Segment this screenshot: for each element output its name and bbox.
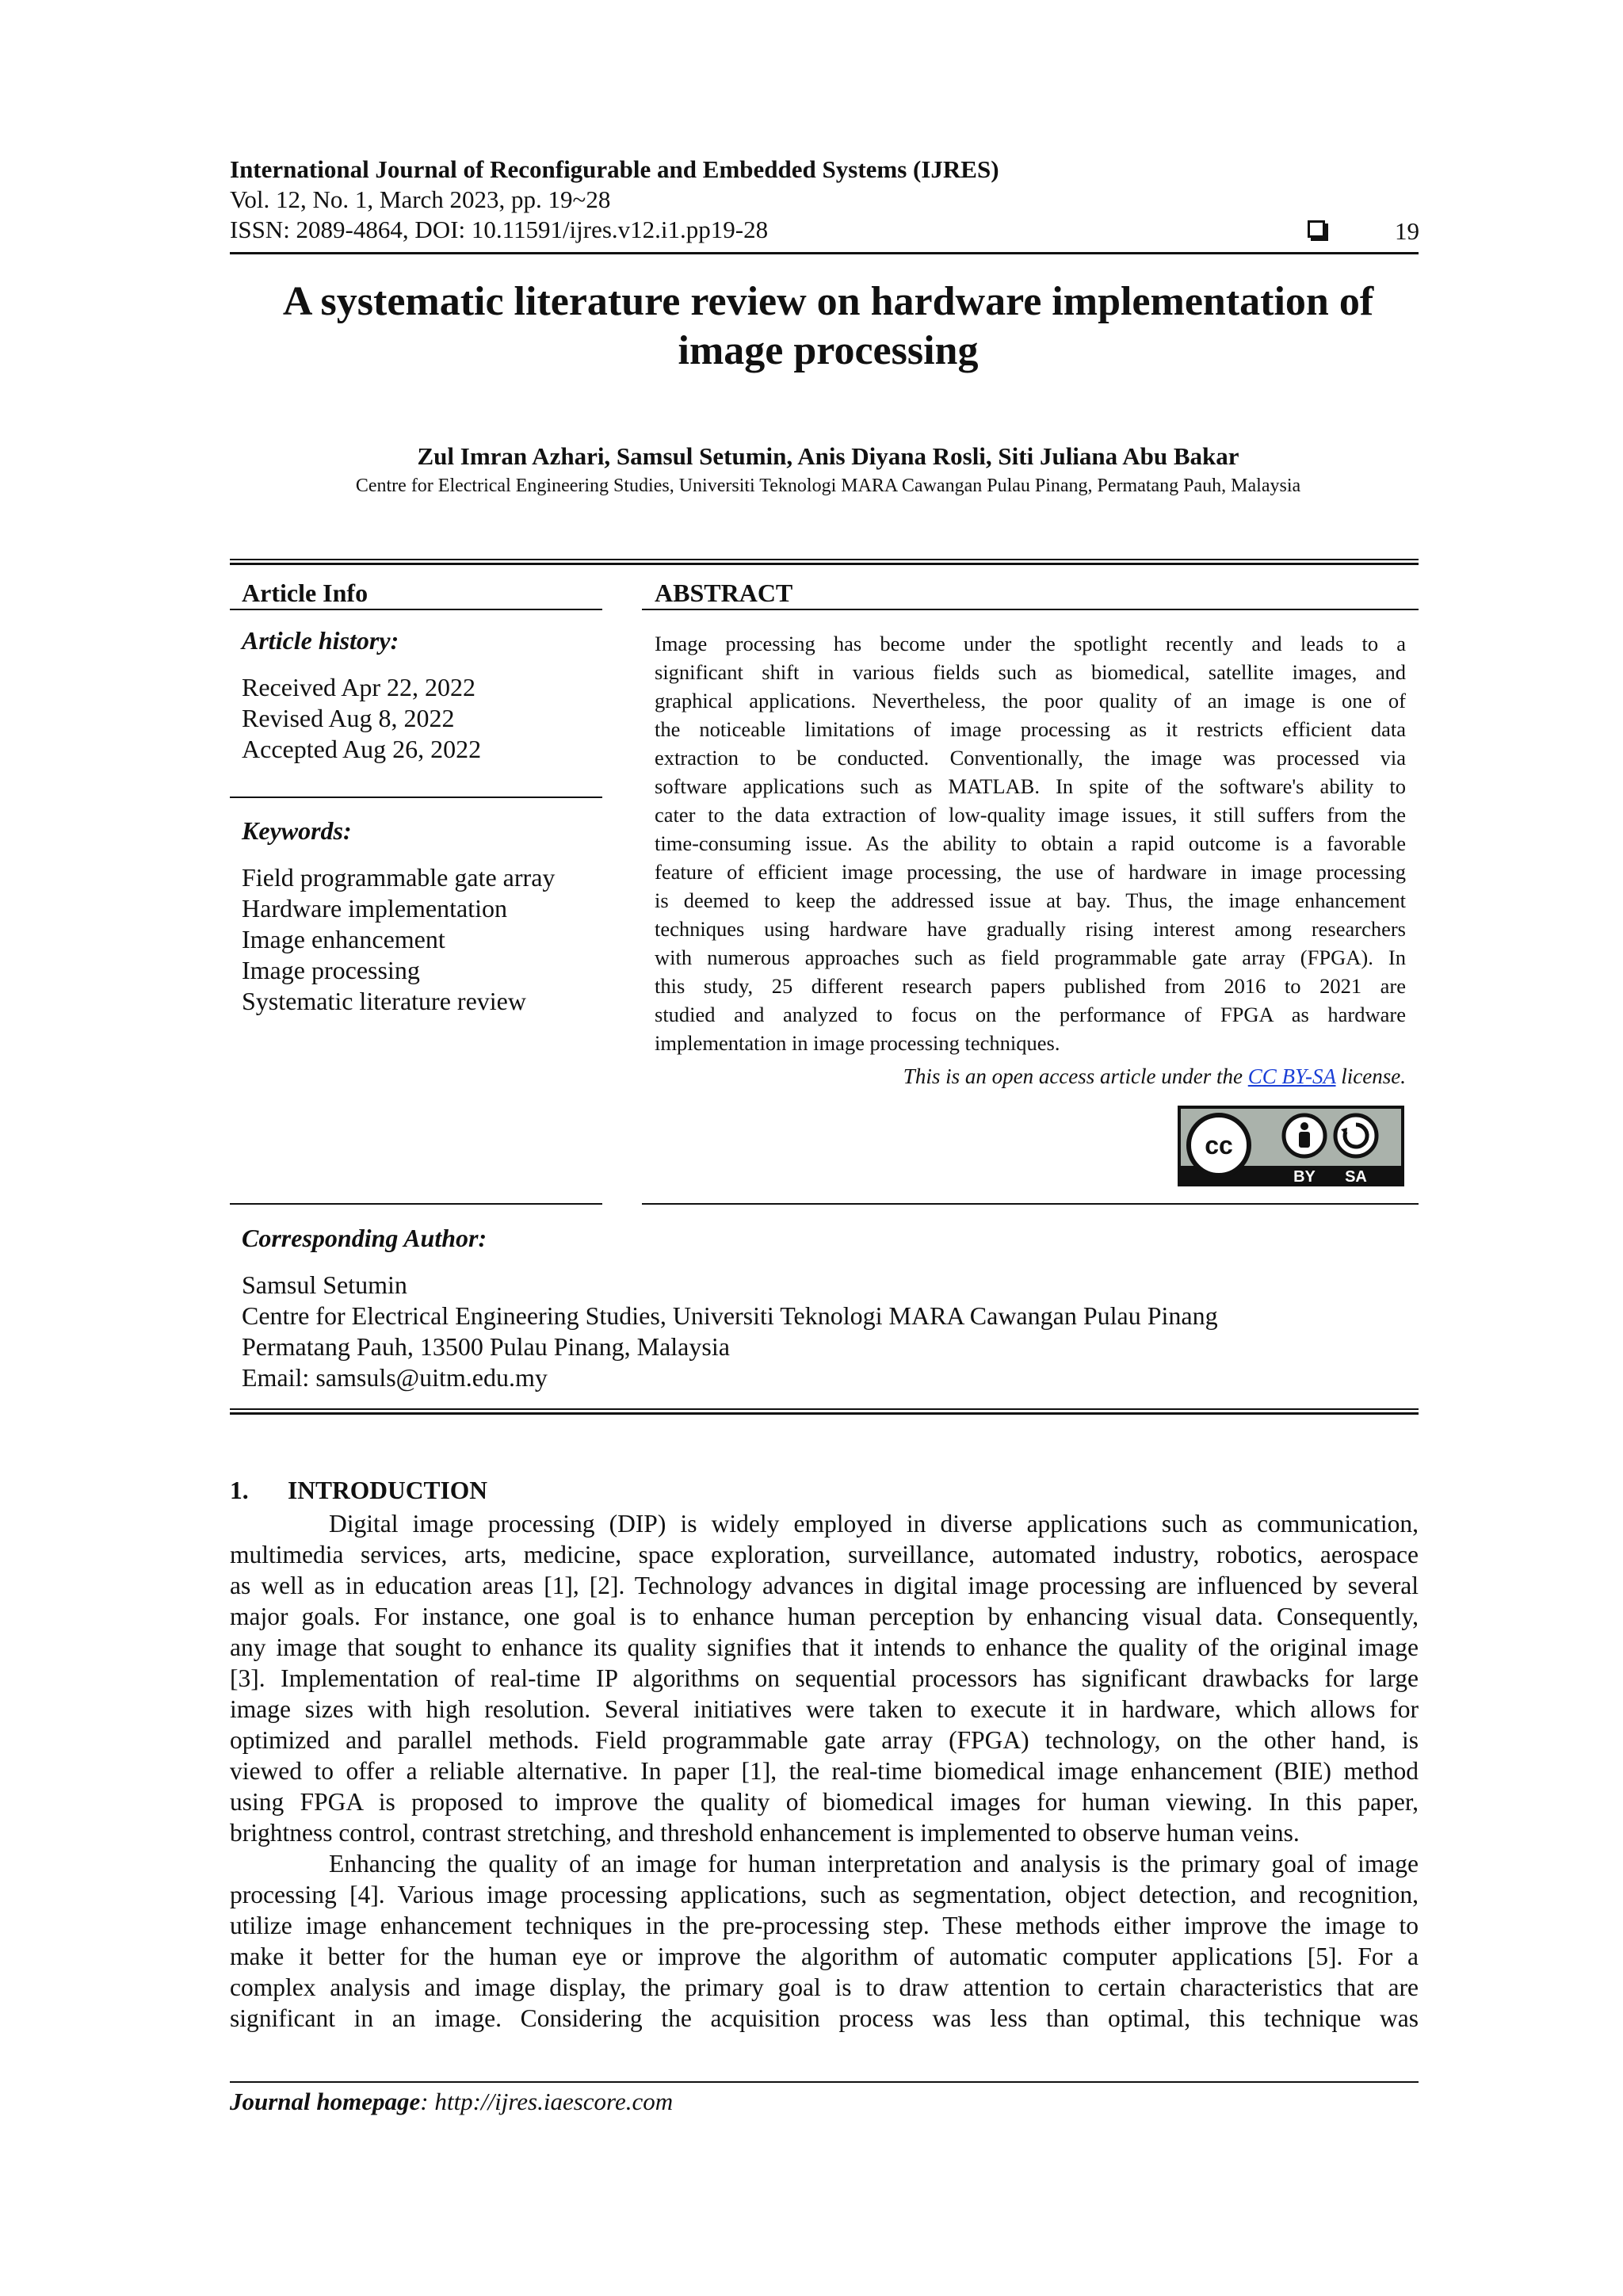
body-line: multimedia services, arts, medicine, space exploration, surveillance, automated industry, robotics, aerospace — [230, 1541, 1419, 1568]
checkbox-icon — [1308, 220, 1325, 238]
history-revised: Revised Aug 8, 2022 — [242, 704, 455, 732]
abstract-rule — [642, 609, 1419, 610]
article-info-heading: Article Info — [242, 579, 369, 607]
abstract-line: implementation in image processing techniques. — [655, 1031, 1060, 1055]
body-line: any image that sought to enhance its quality signifies that it intends to enhance the quality of the original image — [230, 1633, 1419, 1661]
footer-rule — [230, 2081, 1419, 2083]
abstract-line: the noticeable limitations of image processing as it restricts efficient data — [655, 717, 1406, 741]
abstract-line: techniques using hardware have gradually rising interest among researchers — [655, 917, 1406, 941]
keyword-item: Hardware implementation — [242, 894, 507, 923]
abstract-line: studied and analyzed to focus on the performance of FPGA as hardware — [655, 1003, 1406, 1026]
paper-title — [230, 277, 1426, 376]
issn-line: ISSN: 2089-4864, DOI: 10.11591/ijres.v12.i1.pp19-28 — [230, 216, 769, 243]
section-number: 1. — [230, 1477, 249, 1504]
intro-paragraph-1 — [230, 1508, 1419, 1848]
page-number: 19 — [1395, 217, 1419, 245]
abstract-body — [655, 629, 1406, 1057]
cc-text: cc — [1205, 1131, 1233, 1159]
sa-text: SA — [1345, 1168, 1367, 1186]
info-top-rule-1 — [230, 559, 1419, 560]
journal-name: International Journal of Reconfigurable and Embedded Systems (IJRES) — [230, 155, 999, 183]
abstract-line: time-consuming issue. As the ability to obtain a rapid outcome is a favorable — [655, 831, 1406, 855]
keywords-heading: Keywords: — [242, 816, 352, 845]
section-heading: INTRODUCTION — [288, 1477, 488, 1504]
body-line: viewed to offer a reliable alternative. In paper [1], the real-time biomedical image enhancement (BIE) method — [230, 1757, 1419, 1785]
abstract-line: cater to the data extraction of low-quality image issues, it still suffers from the — [655, 803, 1406, 827]
body-line: significant in an image. Considering the acquisition process was less than optimal, this technique was — [230, 2004, 1419, 2032]
body-line: utilize image enhancement techniques in the pre-processing step. These methods either improve the image to — [230, 1912, 1419, 1939]
corresponding-name: Samsul Setumin — [242, 1270, 407, 1299]
article-info-bottom-rule — [230, 1203, 602, 1205]
abstract-line: Image processing has become under the spotlight recently and leads to a — [655, 632, 1406, 655]
body-line: [3]. Implementation of real-time IP algorithms on sequential processors has significant drawbacks for large — [230, 1664, 1419, 1692]
body-line: make it better for the human eye or improve the algorithm of automatic computer applications [5]. For a — [230, 1943, 1419, 1970]
body-line: as well as in education areas [1], [2]. Technology advances in digital image processing are influenced by several — [230, 1572, 1419, 1599]
keyword-item: Image processing — [242, 956, 420, 984]
abstract-line: extraction to be conducted. Conventionally, the image was processed via — [655, 746, 1406, 770]
history-accepted: Accepted Aug 26, 2022 — [242, 735, 482, 763]
license-link[interactable]: CC BY-SA — [1247, 1064, 1336, 1088]
intro-paragraph-2 — [230, 1848, 1419, 2034]
info-bottom-rule-1 — [230, 1408, 1419, 1410]
license-note — [655, 1064, 1406, 1089]
body-line: brightness control, contrast stretching, and threshold enhancement is implemented to observe human veins. — [230, 1819, 1300, 1847]
volume-line: Vol. 12, No. 1, March 2023, pp. 19~28 — [230, 185, 611, 213]
abstract-line: this study, 25 different research papers published from 2016 to 2021 are — [655, 974, 1406, 998]
homepage-url[interactable]: : http://ijres.iaescore.com — [420, 2088, 674, 2115]
affiliation: Centre for Electrical Engineering Studies, Universiti Teknologi MARA Cawangan Pulau Pinang, Permatang Pauh, Malaysia — [355, 476, 1301, 496]
by-text: BY — [1293, 1168, 1316, 1186]
body-line: processing [4]. Various image processing applications, such as segmentation, object detection, and recognition, — [230, 1881, 1419, 1908]
keyword-item: Field programmable gate array — [242, 863, 556, 892]
header-rule — [230, 252, 1419, 254]
corresponding-email: Email: samsuls@uitm.edu.my — [242, 1363, 548, 1392]
body-line: image sizes with high resolution. Several initiatives were taken to execute it in hardware, which allows for — [230, 1695, 1419, 1723]
journal-homepage — [230, 2088, 673, 2116]
keyword-item: Image enhancement — [242, 925, 445, 953]
abstract-line: is deemed to keep the addressed issue at bay. Thus, the image enhancement — [655, 888, 1406, 912]
corresponding-affiliation: Centre for Electrical Engineering Studies, Universiti Teknologi MARA Cawangan Pulau Pinang — [242, 1301, 1218, 1330]
body-line: major goals. For instance, one goal is to enhance human perception by enhancing visual data. Consequently, — [230, 1603, 1419, 1630]
abstract-line: significant shift in various fields such as biomedical, satellite images, and — [655, 660, 1406, 684]
abstract-heading: ABSTRACT — [655, 579, 793, 607]
body-line: Digital image processing (DIP) is widely employed in diverse applications such as communication, — [329, 1510, 1419, 1538]
license-prefix: This is an open access article under the — [903, 1064, 1248, 1088]
abstract-bottom-rule — [642, 1203, 1419, 1205]
abstract-line: graphical applications. Nevertheless, the poor quality of an image is one of — [655, 689, 1406, 712]
body-line: Enhancing the quality of an image for human interpretation and analysis is the primary goal of image — [329, 1850, 1419, 1878]
title-line-2: image processing — [678, 328, 979, 373]
license-suffix: license. — [1335, 1064, 1406, 1088]
article-info-rule — [230, 609, 602, 610]
info-top-rule-2 — [230, 563, 1419, 565]
abstract-line: feature of efficient image processing, the use of hardware in image processing — [655, 860, 1406, 884]
article-history-heading: Article history: — [242, 626, 399, 655]
corresponding-address: Permatang Pauh, 13500 Pulau Pinang, Malaysia — [242, 1332, 730, 1361]
authors: Zul Imran Azhari, Samsul Setumin, Anis Diyana Rosli, Siti Juliana Abu Bakar — [417, 442, 1239, 470]
title-line-1: A systematic literature review on hardware implementation of — [282, 279, 1374, 324]
cc-by-sa-badge-icon[interactable] — [1178, 1106, 1404, 1186]
corresponding-heading: Corresponding Author: — [242, 1224, 487, 1252]
body-line: using FPGA is proposed to improve the quality of biomedical images for human viewing. In this paper, — [230, 1788, 1419, 1816]
sa-share-icon — [1335, 1115, 1377, 1156]
info-bottom-rule-2 — [230, 1412, 1419, 1415]
body-line: optimized and parallel methods. Field programmable gate array (FPGA) technology, on the other hand, is — [230, 1726, 1419, 1754]
keyword-item: Systematic literature review — [242, 987, 526, 1015]
body-line: complex analysis and image display, the primary goal is to draw attention to certain characteristics that are — [230, 1973, 1419, 2001]
keywords-rule — [230, 797, 602, 798]
homepage-label: Journal homepage — [230, 2088, 421, 2115]
history-received: Received Apr 22, 2022 — [242, 673, 476, 701]
abstract-line: with numerous approaches such as field programmable gate array (FPGA). In — [655, 946, 1406, 969]
abstract-line: software applications such as MATLAB. In spite of the software's ability to — [655, 774, 1406, 798]
